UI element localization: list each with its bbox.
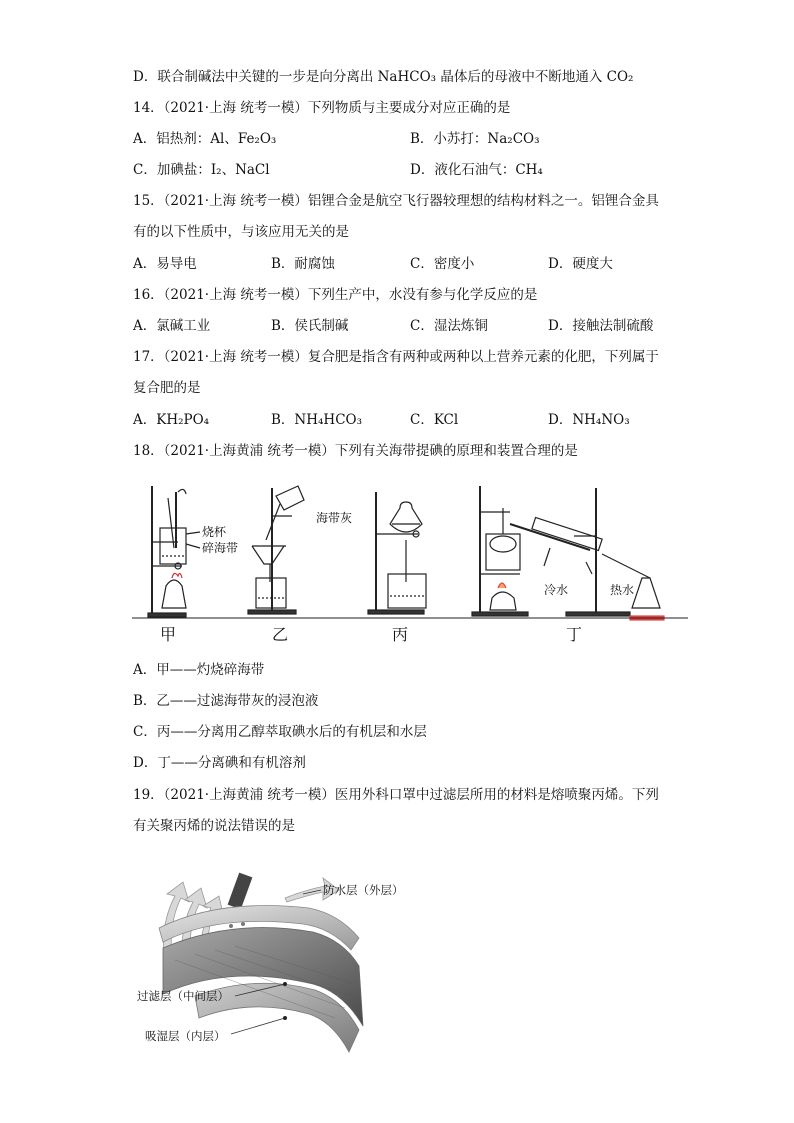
q18-option-d[interactable]: D．丁——分离碘和有机溶剂 <box>133 755 306 771</box>
apparatus-jia-icon <box>148 486 200 617</box>
q14-option-a[interactable]: A．铝热剂：Al、Fe₂O₃ <box>133 131 277 147</box>
apparatus-yi-icon <box>248 486 304 614</box>
label-cold-water: 冷水 <box>544 583 569 597</box>
q18-option-a[interactable]: A．甲——灼烧碎海带 <box>133 662 265 678</box>
q17-option-b[interactable]: B．NH₄HCO₃ <box>271 412 362 428</box>
q19-stem-line2: 有关聚丙烯的说法错误的是 <box>133 818 295 834</box>
q18-apparatus-figure <box>130 478 690 646</box>
label-hot-water: 热水 <box>610 583 635 597</box>
q15-stem-line1: 15．（2021·上海 统考一模）铝锂合金是航空飞行器较理想的结构材料之一。铝锂合金具 <box>133 193 659 209</box>
q18-stem: 18．（2021·上海黄浦 统考一模）下列有关海带提碘的原理和装置合理的是 <box>133 443 578 459</box>
q15-option-a[interactable]: A．易导电 <box>133 256 197 272</box>
label-waterproof-layer: 防水层（外层） <box>323 883 404 897</box>
q16-option-b[interactable]: B．侯氏制碱 <box>271 318 349 334</box>
q14-stem: 14．（2021·上海 统考一模）下列物质与主要成分对应正确的是 <box>133 100 511 116</box>
q16-option-d[interactable]: D．接触法制硫酸 <box>548 318 654 334</box>
label-absorbent-layer: 吸湿层（内层） <box>145 1029 226 1043</box>
q17-option-a[interactable]: A．KH₂PO₄ <box>133 412 210 428</box>
caption-yi: 乙 <box>272 625 289 644</box>
q14-option-c[interactable]: C．加碘盐：I₂、NaCl <box>133 162 270 178</box>
q13-option-d: D．联合制碱法中关键的一步是向分离出 NaHCO₃ 晶体后的母液中不断地通入 CO₂ <box>133 69 634 85</box>
q14-option-d[interactable]: D．液化石油气：CH₄ <box>410 162 543 178</box>
q18-option-c[interactable]: C．丙——分离用乙醇萃取碘水后的有机层和水层 <box>133 724 427 740</box>
q15-stem-line2: 有的以下性质中，与该应用无关的是 <box>133 224 349 240</box>
q17-stem-line1: 17．（2021·上海 统考一模）复合肥是指含有两种或两种以上营养元素的化肥，下列属于 <box>133 349 659 365</box>
q15-option-d[interactable]: D．硬度大 <box>548 256 613 272</box>
q19-stem-line1: 19．（2021·上海黄浦 统考一模）医用外科口罩中过滤层所用的材料是熔喷聚丙烯。下列 <box>133 787 659 803</box>
q16-stem: 16．（2021·上海 统考一模）下列生产中，水没有参与化学反应的是 <box>133 287 538 303</box>
apparatus-ding-icon <box>472 486 664 620</box>
caption-ding: 丁 <box>566 625 583 644</box>
caption-jia: 甲 <box>160 625 177 644</box>
q14-option-b[interactable]: B．小苏打：Na₂CO₃ <box>410 131 540 147</box>
q17-option-c[interactable]: C．KCl <box>410 412 459 428</box>
q18-option-b[interactable]: B．乙——过滤海带灰的浸泡液 <box>133 693 319 709</box>
q17-stem-line2: 复合肥的是 <box>133 380 201 396</box>
label-seaweed-ash: 海带灰 <box>316 511 353 525</box>
q16-option-c[interactable]: C．湿法炼铜 <box>410 318 488 334</box>
label-seaweed: 碎海带 <box>202 541 239 555</box>
caption-bing: 丙 <box>392 625 409 644</box>
label-beaker: 烧杯 <box>202 525 227 539</box>
label-filter-layer: 过滤层（中间层） <box>137 989 229 1003</box>
q16-option-a[interactable]: A．氯碱工业 <box>133 318 211 334</box>
apparatus-bing-icon <box>368 492 426 614</box>
q15-option-b[interactable]: B．耐腐蚀 <box>271 256 335 272</box>
q19-mask-layers-figure <box>135 868 435 1056</box>
q17-option-d[interactable]: D．NH₄NO₃ <box>548 412 630 428</box>
q15-option-c[interactable]: C．密度小 <box>410 256 475 272</box>
